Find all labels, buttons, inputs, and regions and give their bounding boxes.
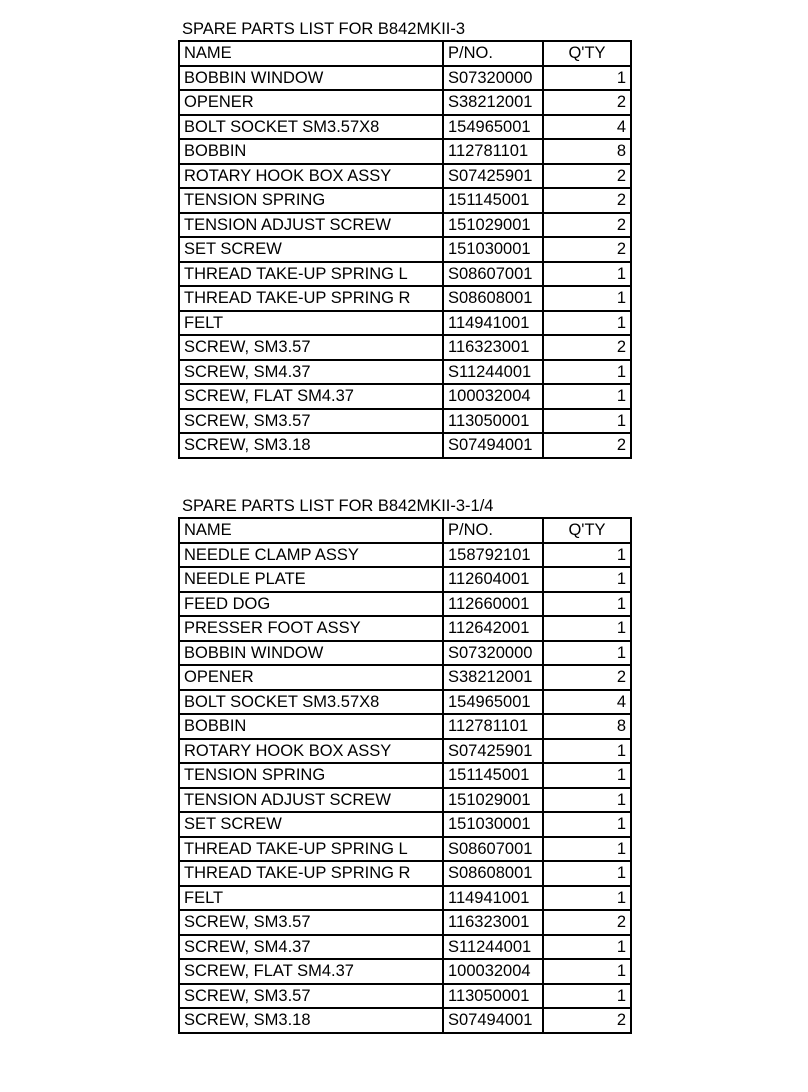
part-quantity: 2 <box>543 433 631 458</box>
part-name: BOLT SOCKET SM3.57X8 <box>179 690 443 715</box>
table-row <box>179 592 631 617</box>
part-number: 151145001 <box>443 763 543 788</box>
part-name: THREAD TAKE-UP SPRING R <box>179 861 443 886</box>
part-quantity: 1 <box>543 592 631 617</box>
part-name: NEEDLE CLAMP ASSY <box>179 543 443 568</box>
part-quantity: 1 <box>543 409 631 434</box>
part-number: 113050001 <box>443 984 543 1009</box>
table-row <box>179 311 631 336</box>
part-name: SCREW, FLAT SM4.37 <box>179 959 443 984</box>
table-row <box>179 690 631 715</box>
part-quantity: 1 <box>543 567 631 592</box>
part-name: TENSION SPRING <box>179 188 443 213</box>
part-name: SCREW, SM3.18 <box>179 1008 443 1033</box>
table-row <box>179 886 631 911</box>
part-name: FELT <box>179 311 443 336</box>
part-name: SCREW, SM4.37 <box>179 935 443 960</box>
part-quantity: 1 <box>543 286 631 311</box>
header-name: NAME <box>179 518 443 543</box>
header-quantity: Q'TY <box>543 41 631 66</box>
part-number: S08608001 <box>443 286 543 311</box>
table-row <box>179 164 631 189</box>
part-name: BOBBIN <box>179 714 443 739</box>
table-row <box>179 714 631 739</box>
part-number: S11244001 <box>443 360 543 385</box>
part-number: 113050001 <box>443 409 543 434</box>
part-quantity: 1 <box>543 739 631 764</box>
table-row <box>179 567 631 592</box>
part-number: 114941001 <box>443 886 543 911</box>
table-header-row <box>179 41 631 66</box>
part-number: 100032004 <box>443 959 543 984</box>
part-quantity: 1 <box>543 812 631 837</box>
header-name: NAME <box>179 41 443 66</box>
part-quantity: 2 <box>543 188 631 213</box>
part-number: 116323001 <box>443 910 543 935</box>
part-number: S07320000 <box>443 641 543 666</box>
part-quantity: 1 <box>543 837 631 862</box>
part-quantity: 4 <box>543 115 631 140</box>
part-quantity: 1 <box>543 66 631 91</box>
table-row <box>179 433 631 458</box>
part-quantity: 1 <box>543 360 631 385</box>
part-number: 112604001 <box>443 567 543 592</box>
part-quantity: 1 <box>543 384 631 409</box>
part-quantity: 2 <box>543 90 631 115</box>
table-row <box>179 935 631 960</box>
part-number: 151030001 <box>443 812 543 837</box>
part-name: FEED DOG <box>179 592 443 617</box>
part-number: 151030001 <box>443 237 543 262</box>
part-name: SCREW, SM3.18 <box>179 433 443 458</box>
part-number: 154965001 <box>443 690 543 715</box>
table-row <box>179 384 631 409</box>
table-row <box>179 616 631 641</box>
part-name: SCREW, SM3.57 <box>179 984 443 1009</box>
part-number: S07494001 <box>443 1008 543 1033</box>
part-name: TENSION SPRING <box>179 763 443 788</box>
parts-list-b842mkii-3-1-4 <box>178 491 630 1034</box>
table-row <box>179 861 631 886</box>
table-row <box>179 763 631 788</box>
part-number: S07425901 <box>443 164 543 189</box>
part-name: SCREW, SM3.57 <box>179 910 443 935</box>
part-quantity: 1 <box>543 543 631 568</box>
part-name: BOLT SOCKET SM3.57X8 <box>179 115 443 140</box>
part-quantity: 1 <box>543 886 631 911</box>
part-name: TENSION ADJUST SCREW <box>179 213 443 238</box>
part-quantity: 2 <box>543 213 631 238</box>
part-number: S11244001 <box>443 935 543 960</box>
part-name: THREAD TAKE-UP SPRING L <box>179 837 443 862</box>
table-row <box>179 409 631 434</box>
part-quantity: 1 <box>543 763 631 788</box>
part-number: S08607001 <box>443 262 543 287</box>
part-number: 151029001 <box>443 213 543 238</box>
table-row <box>179 335 631 360</box>
table-row <box>179 262 631 287</box>
table-row <box>179 739 631 764</box>
table-header-row <box>179 518 631 543</box>
part-name: OPENER <box>179 90 443 115</box>
part-name: THREAD TAKE-UP SPRING R <box>179 286 443 311</box>
part-name: THREAD TAKE-UP SPRING L <box>179 262 443 287</box>
table-row <box>179 641 631 666</box>
part-number: 112781101 <box>443 714 543 739</box>
part-quantity: 2 <box>543 1008 631 1033</box>
table-row <box>179 812 631 837</box>
part-name: SCREW, SM3.57 <box>179 335 443 360</box>
part-quantity: 1 <box>543 311 631 336</box>
part-name: BOBBIN WINDOW <box>179 66 443 91</box>
part-quantity: 2 <box>543 237 631 262</box>
part-number: 151029001 <box>443 788 543 813</box>
part-number: 112660001 <box>443 592 543 617</box>
part-number: S38212001 <box>443 665 543 690</box>
part-name: PRESSER FOOT ASSY <box>179 616 443 641</box>
part-quantity: 1 <box>543 959 631 984</box>
table-row <box>179 66 631 91</box>
part-number: S07320000 <box>443 66 543 91</box>
part-quantity: 1 <box>543 788 631 813</box>
table-row <box>179 213 631 238</box>
part-quantity: 1 <box>543 861 631 886</box>
table-row <box>179 543 631 568</box>
part-quantity: 1 <box>543 262 631 287</box>
part-number: S07494001 <box>443 433 543 458</box>
part-quantity: 1 <box>543 616 631 641</box>
table-row <box>179 139 631 164</box>
part-number: 154965001 <box>443 115 543 140</box>
part-name: ROTARY HOOK BOX ASSY <box>179 164 443 189</box>
part-name: TENSION ADJUST SCREW <box>179 788 443 813</box>
parts-table <box>178 517 632 1034</box>
part-name: NEEDLE PLATE <box>179 567 443 592</box>
part-quantity: 8 <box>543 714 631 739</box>
part-name: BOBBIN WINDOW <box>179 641 443 666</box>
table-row <box>179 959 631 984</box>
part-number: 114941001 <box>443 311 543 336</box>
part-name: OPENER <box>179 665 443 690</box>
part-name: SCREW, SM3.57 <box>179 409 443 434</box>
table-row <box>179 910 631 935</box>
part-name: SCREW, SM4.37 <box>179 360 443 385</box>
part-number: 151145001 <box>443 188 543 213</box>
list-title: SPARE PARTS LIST FOR B842MKII-3-1/4 <box>182 497 494 515</box>
part-quantity: 8 <box>543 139 631 164</box>
table-row <box>179 1008 631 1033</box>
table-row <box>179 360 631 385</box>
part-number: 112642001 <box>443 616 543 641</box>
part-quantity: 4 <box>543 690 631 715</box>
header-quantity: Q'TY <box>543 518 631 543</box>
part-number: S08607001 <box>443 837 543 862</box>
part-number: 158792101 <box>443 543 543 568</box>
part-quantity: 2 <box>543 910 631 935</box>
part-number: 112781101 <box>443 139 543 164</box>
part-name: SET SCREW <box>179 812 443 837</box>
table-row <box>179 188 631 213</box>
part-quantity: 1 <box>543 641 631 666</box>
table-row <box>179 237 631 262</box>
table-row <box>179 788 631 813</box>
part-quantity: 2 <box>543 164 631 189</box>
table-row <box>179 837 631 862</box>
table-row <box>179 984 631 1009</box>
table-row <box>179 286 631 311</box>
part-number: S38212001 <box>443 90 543 115</box>
part-name: SCREW, FLAT SM4.37 <box>179 384 443 409</box>
part-number: 100032004 <box>443 384 543 409</box>
list-title: SPARE PARTS LIST FOR B842MKII-3 <box>182 20 466 38</box>
part-quantity: 2 <box>543 335 631 360</box>
part-number: S07425901 <box>443 739 543 764</box>
part-number: S08608001 <box>443 861 543 886</box>
part-number: 116323001 <box>443 335 543 360</box>
table-row <box>179 90 631 115</box>
part-name: FELT <box>179 886 443 911</box>
part-quantity: 1 <box>543 984 631 1009</box>
header-part-number: P/NO. <box>443 518 543 543</box>
parts-list-b842mkii-3 <box>178 14 630 459</box>
part-quantity: 2 <box>543 665 631 690</box>
table-row <box>179 665 631 690</box>
parts-table <box>178 40 632 459</box>
part-name: BOBBIN <box>179 139 443 164</box>
part-name: ROTARY HOOK BOX ASSY <box>179 739 443 764</box>
header-part-number: P/NO. <box>443 41 543 66</box>
part-quantity: 1 <box>543 935 631 960</box>
table-row <box>179 115 631 140</box>
part-name: SET SCREW <box>179 237 443 262</box>
